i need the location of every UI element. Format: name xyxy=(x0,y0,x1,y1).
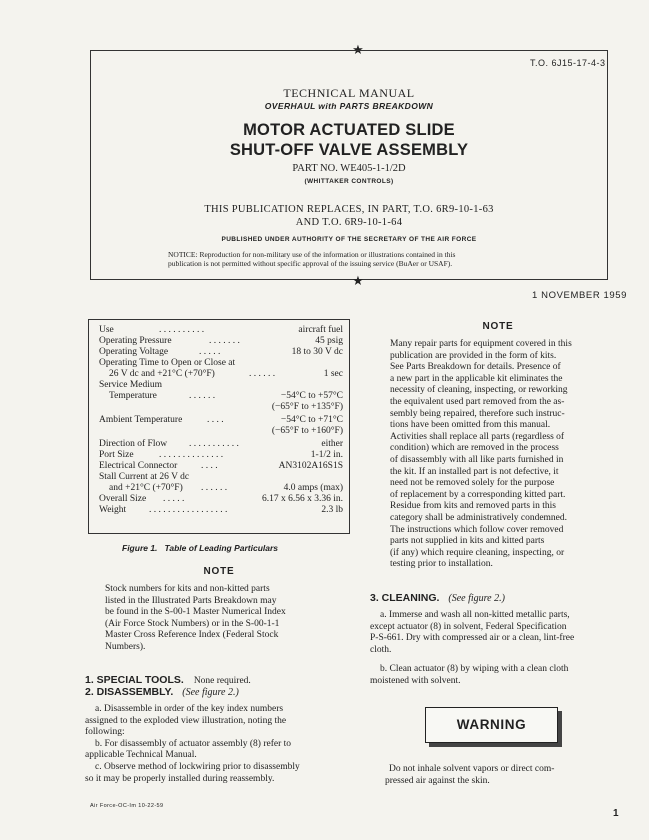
text-line: need not be removed solely for the purpose xyxy=(390,478,555,489)
special-tools-heading: 1. SPECIAL TOOLS. xyxy=(85,674,184,686)
disassembly-heading: 2. DISASSEMBLY. xyxy=(85,686,174,698)
warning-box xyxy=(425,707,558,743)
leader-dots: . . . . . xyxy=(163,494,185,504)
spec-value: AN3102A16S1S xyxy=(278,461,343,471)
text-line: condition) which are removed in the process xyxy=(390,443,559,454)
text-line: necessity of cleaning, inspecting, or reworking xyxy=(390,385,568,396)
leader-dots: . . . . xyxy=(207,415,224,425)
text-line: moistened with solvent. xyxy=(370,675,461,686)
text-line: b. For disassembly of actuator assembly (8) refer to xyxy=(95,738,292,749)
text-line: Residue from kits and removed parts in this xyxy=(390,501,556,512)
left-note-text xyxy=(105,584,345,654)
leader-dots: . . . . . . . . . . . xyxy=(189,439,239,449)
spec-label: Stall Current at 26 V dc xyxy=(99,472,190,482)
text-line: c. Observe method of lockwiring prior to disassembly xyxy=(95,761,300,772)
text-line: a new part in the applicable kit eliminates the xyxy=(390,373,563,384)
leader-dots: . . . . xyxy=(201,461,218,471)
spec-label: Port Size xyxy=(99,450,134,460)
text-line: be found in the S-00-1 Master Numerical Index xyxy=(105,607,286,618)
spec-label: Operating Voltage xyxy=(99,347,169,357)
publication-date: 1 NOVEMBER 1959 xyxy=(532,290,628,301)
text-line: P-S-661. Dry with compressed air or a clean, lint-free xyxy=(370,633,575,644)
text-line: of disassembly with all like parts furnished in xyxy=(390,454,564,465)
spec-label: Direction of Flow xyxy=(99,439,168,449)
spec-label: Ambient Temperature xyxy=(99,415,183,425)
text-line: publication are provided in the form of kits. xyxy=(390,350,557,361)
text-line: Do not inhale solvent vapors or direct com- xyxy=(389,764,555,774)
text-line: parts not supplied in kits and kitted parts xyxy=(390,536,545,547)
figure-caption: Figure 1. Table of Leading Particulars xyxy=(122,543,279,553)
cleaning-figure-ref: (See figure 2.) xyxy=(448,593,505,604)
leader-dots: . . . . . . xyxy=(189,391,216,401)
part-number: PART NO. WE405-1-1/2D xyxy=(292,163,406,174)
leader-dots: . . . . . . . . . . . . . . . . . xyxy=(149,505,228,515)
manufacturer: (WHITTAKER CONTROLS) xyxy=(304,178,394,185)
spec-value: 45 psig xyxy=(315,336,343,346)
text-line: Master Cross Reference Index (Federal Stock xyxy=(105,630,279,641)
text-line: of replacement by a corresponding kitted part. xyxy=(390,489,566,500)
text-line: Stock numbers for kits and non-kitted parts xyxy=(105,584,270,594)
text-line: testing prior to installation. xyxy=(390,559,493,570)
text-line: Many repair parts for equipment covered in this xyxy=(390,339,572,349)
spec-value: 6.17 x 6.56 x 3.36 in. xyxy=(261,494,343,504)
warning-label: WARNING xyxy=(456,717,527,732)
text-line: applicable Technical Manual. xyxy=(85,750,197,761)
text-line: a. Immerse and wash all non-kitted metallic parts, xyxy=(380,610,570,620)
text-line: the kit. If an installed part is not defective, it xyxy=(390,466,559,477)
cleaning-heading-row xyxy=(370,592,505,604)
text-line: (Air Force Stock Numbers) or in the S-00-1-1 xyxy=(105,618,280,629)
title-line-1: MOTOR ACTUATED SLIDE xyxy=(243,121,455,139)
leader-dots: . . . . . xyxy=(199,347,221,357)
replaces-line-1: THIS PUBLICATION REPLACES, IN PART, T.O. 6R9-10-1-63 xyxy=(204,204,494,215)
text-line: listed in the Illustrated Parts Breakdown may xyxy=(105,595,277,606)
manual-type: TECHNICAL MANUAL xyxy=(283,86,415,100)
spec-label: Temperature xyxy=(109,391,157,401)
replaces-line-2: AND T.O. 6R9-10-1-64 xyxy=(295,217,403,228)
text-line: The instructions which follow cover removed xyxy=(390,524,564,535)
spec-value: either xyxy=(321,439,343,449)
disassembly-text xyxy=(85,704,350,785)
warning-text xyxy=(385,764,625,787)
spec-label: Use xyxy=(99,325,114,335)
text-line: following: xyxy=(85,727,125,738)
text-line: See Parts Breakdown for details. Presence of xyxy=(390,362,561,373)
authority-line: PUBLISHED UNDER AUTHORITY OF THE SECRETARY OF THE AIR FORCE xyxy=(221,236,477,243)
footer-code: Air Force-OC-Im 10-22-59 xyxy=(90,803,164,809)
text-line: the equivalent used part removed from the as- xyxy=(390,396,565,407)
disassembly-figure-ref: (See figure 2.) xyxy=(182,687,239,698)
notice-line-1: NOTICE: Reproduction for non-military use of the information or illustrations contained in this xyxy=(168,250,456,259)
notice-line-2: publication is not permitted without specific approval of the issuing service (BuAer or USAF). xyxy=(168,259,453,268)
text-line: pressed air against the skin. xyxy=(385,775,490,786)
special-tools-text: None required. xyxy=(193,676,251,686)
spec-value: −54°C to +71°C xyxy=(280,415,343,425)
spec-value: −54°C to +57°C xyxy=(280,391,343,401)
manual-subtitle: OVERHAUL with PARTS BREAKDOWN xyxy=(264,101,434,111)
cleaning-para-b xyxy=(370,664,620,687)
spec-value: 4.0 amps (max) xyxy=(283,483,343,493)
spec-value: aircraft fuel xyxy=(298,325,343,335)
spec-value: 2.3 lb xyxy=(321,505,343,515)
spec-label: 26 V dc and +21°C (+70°F) xyxy=(109,369,215,379)
spec-value: (−65°F to +160°F) xyxy=(271,426,343,436)
text-line: assigned to the exploded view illustration, noting the xyxy=(85,715,287,726)
spec-label: Overall Size xyxy=(99,494,147,504)
text-line: tions have been omitted from this manual. xyxy=(390,420,551,431)
spec-label: Weight xyxy=(99,505,127,515)
spec-label: Service Medium xyxy=(99,380,163,390)
to-number: T.O. 6J15-17-4-3 xyxy=(530,58,606,68)
text-line: (if any) which require cleaning, inspecting, or xyxy=(390,547,565,558)
text-line: a. Disassemble in order of the key index numbers xyxy=(95,704,284,714)
leading-particulars-table xyxy=(88,319,350,534)
disassembly-heading-row xyxy=(85,686,239,698)
left-note-heading: NOTE xyxy=(203,566,235,577)
text-line: so it may be properly installed during reassembly. xyxy=(85,773,275,784)
leader-dots: . . . . . . . xyxy=(209,336,240,346)
spec-label: Operating Time to Open or Close at xyxy=(99,358,236,368)
spec-value: (−65°F to +135°F) xyxy=(271,402,343,412)
page-number: 1 xyxy=(613,808,619,819)
star-bottom-icon: ★ xyxy=(352,273,364,288)
text-line: b. Clean actuator (8) by wiping with a clean cloth xyxy=(380,664,569,674)
leader-dots: . . . . . . . . . . . . . . xyxy=(159,450,224,460)
cleaning-heading: 3. CLEANING. xyxy=(370,592,440,604)
text-line: sembly being repaired, therefore such instruc- xyxy=(390,408,565,419)
right-note-text xyxy=(390,339,615,571)
spec-label: and +21°C (+70°F) xyxy=(109,483,183,493)
text-line: except actuator (8) in solvent, Federal Specification xyxy=(370,621,567,632)
spec-value: 18 to 30 V dc xyxy=(291,347,343,357)
spec-label: Electrical Connector xyxy=(99,461,178,471)
title-line-2: SHUT-OFF VALVE ASSEMBLY xyxy=(229,141,469,159)
spec-value: 1-1/2 in. xyxy=(310,450,343,460)
text-line: cloth. xyxy=(370,644,392,655)
leader-dots: . . . . . . xyxy=(249,369,276,379)
text-line: Activities shall replace all parts (regardless of xyxy=(390,431,565,442)
spec-value: 1 sec xyxy=(323,369,343,379)
star-top-icon: ★ xyxy=(352,42,364,57)
cleaning-para-a xyxy=(370,610,620,656)
leader-dots: . . . . . . . . . . xyxy=(159,325,205,335)
text-line: category shall be administratively condemned. xyxy=(390,512,568,523)
text-line: Numbers). xyxy=(105,641,146,652)
right-note-heading: NOTE xyxy=(482,321,514,332)
leader-dots: . . . . . . xyxy=(201,483,228,493)
spec-label: Operating Pressure xyxy=(99,336,172,346)
